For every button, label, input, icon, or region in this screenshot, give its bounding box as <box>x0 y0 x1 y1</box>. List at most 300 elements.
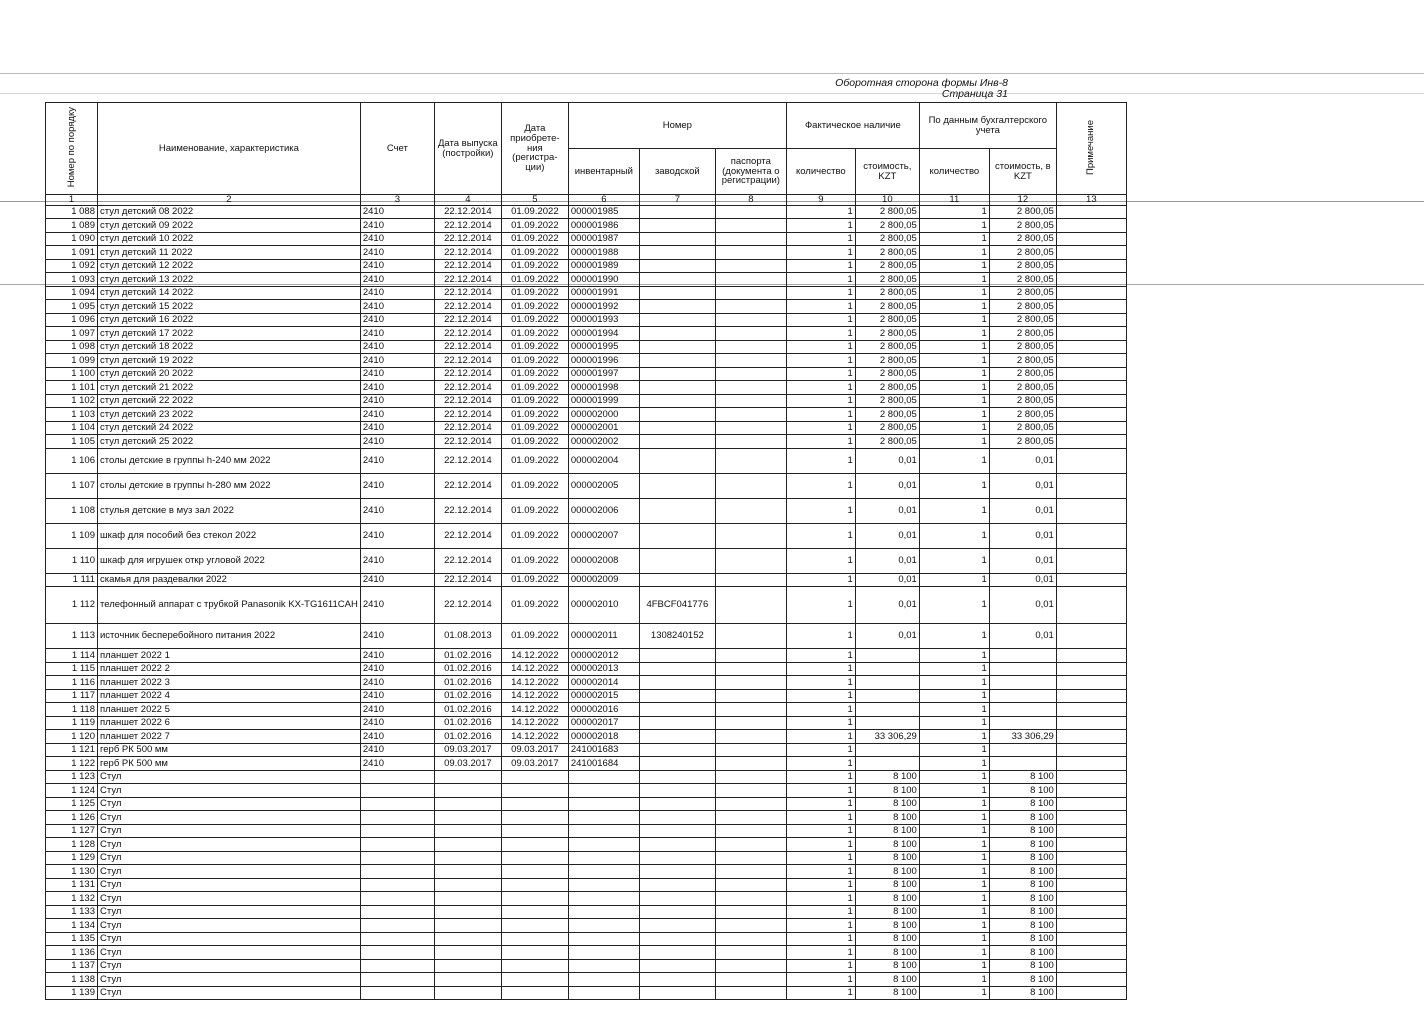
factory-number <box>639 354 715 368</box>
table-row <box>46 421 1127 435</box>
inventory-number: 241001684 <box>568 757 639 771</box>
row-number: 1 135 <box>46 932 98 946</box>
item-name: Стул <box>98 851 361 865</box>
account: 2410 <box>360 523 434 548</box>
actual-cost: 8 100 <box>855 797 919 811</box>
table-row <box>46 757 1127 771</box>
passport-number <box>715 662 786 676</box>
account: 2410 <box>360 408 434 422</box>
inventory-number <box>568 959 639 973</box>
passport-number <box>715 649 786 663</box>
col-passport-header: паспорта (документа о регистрации) <box>715 149 786 195</box>
actual-cost <box>855 743 919 757</box>
accounting-cost: 8 100 <box>989 892 1056 906</box>
acq-date: 01.09.2022 <box>501 587 568 624</box>
factory-number <box>639 878 715 892</box>
table-row <box>46 313 1127 327</box>
actual-qty: 1 <box>786 573 855 587</box>
actual-qty: 1 <box>786 851 855 865</box>
accounting-qty: 1 <box>919 246 989 260</box>
table-row <box>46 624 1127 649</box>
accounting-cost <box>989 689 1056 703</box>
row-number: 1 132 <box>46 892 98 906</box>
acq-date <box>501 878 568 892</box>
table-row <box>46 676 1127 690</box>
accounting-qty: 1 <box>919 811 989 825</box>
accounting-qty: 1 <box>919 676 989 690</box>
inventory-number <box>568 838 639 852</box>
item-name: планшет 2022 1 <box>98 649 361 663</box>
inventory-number: 241001683 <box>568 743 639 757</box>
actual-cost: 0,01 <box>855 573 919 587</box>
release-date <box>434 811 501 825</box>
note <box>1056 205 1126 219</box>
actual-qty: 1 <box>786 838 855 852</box>
accounting-cost: 8 100 <box>989 838 1056 852</box>
account: 2410 <box>360 421 434 435</box>
release-date <box>434 797 501 811</box>
row-number: 1 101 <box>46 381 98 395</box>
release-date: 22.12.2014 <box>434 394 501 408</box>
item-name: столы детские в группы h-280 мм 2022 <box>98 473 361 498</box>
note <box>1056 919 1126 933</box>
actual-qty: 1 <box>786 824 855 838</box>
inventory-number: 000001996 <box>568 354 639 368</box>
actual-cost: 8 100 <box>855 973 919 987</box>
table-row <box>46 905 1127 919</box>
factory-number <box>639 905 715 919</box>
col-accounting-group-header: По данным бухгалтерского учета <box>919 103 1056 149</box>
release-date <box>434 973 501 987</box>
accounting-qty: 1 <box>919 394 989 408</box>
actual-cost: 8 100 <box>855 932 919 946</box>
actual-qty: 1 <box>786 498 855 523</box>
acq-date: 14.12.2022 <box>501 649 568 663</box>
table-row <box>46 959 1127 973</box>
passport-number <box>715 959 786 973</box>
account: 2410 <box>360 300 434 314</box>
inventory-number: 000001986 <box>568 219 639 233</box>
actual-qty: 1 <box>786 716 855 730</box>
accounting-qty: 1 <box>919 523 989 548</box>
release-date: 22.12.2014 <box>434 246 501 260</box>
actual-cost <box>855 703 919 717</box>
row-number: 1 118 <box>46 703 98 717</box>
release-date: 01.02.2016 <box>434 716 501 730</box>
note <box>1056 743 1126 757</box>
actual-qty: 1 <box>786 649 855 663</box>
note <box>1056 865 1126 879</box>
acq-date <box>501 838 568 852</box>
passport-number <box>715 784 786 798</box>
column-number: 13 <box>1056 195 1126 206</box>
inventory-number: 000002012 <box>568 649 639 663</box>
release-date: 09.03.2017 <box>434 757 501 771</box>
row-number: 1 098 <box>46 340 98 354</box>
row-number: 1 100 <box>46 367 98 381</box>
acq-date: 01.09.2022 <box>501 327 568 341</box>
factory-number <box>639 327 715 341</box>
note <box>1056 716 1126 730</box>
accounting-cost: 2 800,05 <box>989 246 1056 260</box>
column-number: 12 <box>989 195 1056 206</box>
acq-date: 01.09.2022 <box>501 408 568 422</box>
col-name-header: Наименование, характеристика <box>98 103 361 195</box>
col-account-header: Счет <box>360 103 434 195</box>
row-number: 1 088 <box>46 205 98 219</box>
table-row <box>46 219 1127 233</box>
account: 2410 <box>360 676 434 690</box>
accounting-qty: 1 <box>919 286 989 300</box>
inventory-number: 000002007 <box>568 523 639 548</box>
note <box>1056 973 1126 987</box>
accounting-qty: 1 <box>919 770 989 784</box>
accounting-qty: 1 <box>919 448 989 473</box>
passport-number <box>715 300 786 314</box>
item-name: Стул <box>98 838 361 852</box>
acq-date <box>501 932 568 946</box>
accounting-cost <box>989 743 1056 757</box>
accounting-qty: 1 <box>919 367 989 381</box>
actual-qty: 1 <box>786 959 855 973</box>
col-release-date-header: Дата выпуска (постройки) <box>434 103 501 195</box>
actual-cost: 0,01 <box>855 523 919 548</box>
row-number: 1 133 <box>46 905 98 919</box>
accounting-qty: 1 <box>919 473 989 498</box>
account: 2410 <box>360 232 434 246</box>
note <box>1056 946 1126 960</box>
factory-number <box>639 421 715 435</box>
note <box>1056 770 1126 784</box>
acq-date: 01.09.2022 <box>501 232 568 246</box>
passport-number <box>715 811 786 825</box>
factory-number <box>639 824 715 838</box>
scan-line <box>0 73 1424 74</box>
release-date: 22.12.2014 <box>434 548 501 573</box>
item-name: планшет 2022 6 <box>98 716 361 730</box>
acq-date: 01.09.2022 <box>501 573 568 587</box>
factory-number <box>639 548 715 573</box>
actual-qty: 1 <box>786 232 855 246</box>
accounting-qty: 1 <box>919 624 989 649</box>
accounting-cost <box>989 757 1056 771</box>
accounting-cost: 0,01 <box>989 573 1056 587</box>
column-number: 8 <box>715 195 786 206</box>
table-row <box>46 919 1127 933</box>
actual-cost: 8 100 <box>855 905 919 919</box>
accounting-cost <box>989 716 1056 730</box>
account: 2410 <box>360 498 434 523</box>
passport-number <box>715 327 786 341</box>
inventory-number: 000001994 <box>568 327 639 341</box>
inventory-number: 000002000 <box>568 408 639 422</box>
release-date: 22.12.2014 <box>434 573 501 587</box>
accounting-cost <box>989 676 1056 690</box>
accounting-qty: 1 <box>919 662 989 676</box>
account <box>360 878 434 892</box>
actual-qty: 1 <box>786 878 855 892</box>
release-date: 22.12.2014 <box>434 205 501 219</box>
item-name: стул детский 12 2022 <box>98 259 361 273</box>
release-date: 01.02.2016 <box>434 649 501 663</box>
account: 2410 <box>360 273 434 287</box>
actual-cost: 8 100 <box>855 811 919 825</box>
account: 2410 <box>360 743 434 757</box>
release-date <box>434 892 501 906</box>
release-date: 22.12.2014 <box>434 286 501 300</box>
item-name: Стул <box>98 811 361 825</box>
actual-qty: 1 <box>786 587 855 624</box>
acq-date: 01.09.2022 <box>501 354 568 368</box>
factory-number <box>639 340 715 354</box>
actual-cost: 8 100 <box>855 784 919 798</box>
note <box>1056 784 1126 798</box>
table-row <box>46 703 1127 717</box>
accounting-qty: 1 <box>919 932 989 946</box>
actual-qty: 1 <box>786 784 855 798</box>
note <box>1056 408 1126 422</box>
note <box>1056 811 1126 825</box>
item-name: планшет 2022 2 <box>98 662 361 676</box>
acq-date <box>501 919 568 933</box>
actual-qty: 1 <box>786 757 855 771</box>
release-date: 22.12.2014 <box>434 435 501 449</box>
actual-cost: 2 800,05 <box>855 327 919 341</box>
passport-number <box>715 313 786 327</box>
item-name: планшет 2022 5 <box>98 703 361 717</box>
actual-qty: 1 <box>786 273 855 287</box>
inventory-number: 000002008 <box>568 548 639 573</box>
item-name: стул детский 08 2022 <box>98 205 361 219</box>
acq-date: 01.09.2022 <box>501 219 568 233</box>
passport-number <box>715 381 786 395</box>
factory-number <box>639 367 715 381</box>
factory-number <box>639 205 715 219</box>
release-date: 01.02.2016 <box>434 689 501 703</box>
acq-date: 01.09.2022 <box>501 246 568 260</box>
release-date: 22.12.2014 <box>434 259 501 273</box>
factory-number <box>639 408 715 422</box>
factory-number <box>639 689 715 703</box>
row-number: 1 137 <box>46 959 98 973</box>
row-number: 1 104 <box>46 421 98 435</box>
acq-date: 01.09.2022 <box>501 624 568 649</box>
factory-number <box>639 716 715 730</box>
factory-number <box>639 498 715 523</box>
actual-cost: 2 800,05 <box>855 300 919 314</box>
inventory-number <box>568 932 639 946</box>
passport-number <box>715 730 786 744</box>
actual-cost: 2 800,05 <box>855 205 919 219</box>
row-number: 1 092 <box>46 259 98 273</box>
release-date <box>434 851 501 865</box>
actual-cost: 2 800,05 <box>855 286 919 300</box>
actual-cost: 8 100 <box>855 838 919 852</box>
accounting-cost: 2 800,05 <box>989 300 1056 314</box>
account: 2410 <box>360 354 434 368</box>
acq-date: 01.09.2022 <box>501 273 568 287</box>
passport-number <box>715 824 786 838</box>
actual-qty: 1 <box>786 340 855 354</box>
factory-number <box>639 784 715 798</box>
account: 2410 <box>360 219 434 233</box>
factory-number <box>639 313 715 327</box>
accounting-qty: 1 <box>919 435 989 449</box>
factory-number <box>639 286 715 300</box>
table-row <box>46 354 1127 368</box>
accounting-cost: 8 100 <box>989 959 1056 973</box>
table-row <box>46 587 1127 624</box>
account <box>360 892 434 906</box>
actual-cost: 0,01 <box>855 473 919 498</box>
factory-number <box>639 797 715 811</box>
note <box>1056 662 1126 676</box>
accounting-qty: 1 <box>919 587 989 624</box>
account: 2410 <box>360 757 434 771</box>
table-row <box>46 716 1127 730</box>
accounting-qty: 1 <box>919 232 989 246</box>
row-number: 1 121 <box>46 743 98 757</box>
factory-number <box>639 703 715 717</box>
accounting-qty: 1 <box>919 259 989 273</box>
acq-date: 01.09.2022 <box>501 367 568 381</box>
row-number: 1 130 <box>46 865 98 879</box>
table-row <box>46 205 1127 219</box>
item-name: стул детский 15 2022 <box>98 300 361 314</box>
release-date <box>434 784 501 798</box>
release-date: 22.12.2014 <box>434 327 501 341</box>
account <box>360 986 434 1000</box>
row-number: 1 107 <box>46 473 98 498</box>
item-name: стул детский 21 2022 <box>98 381 361 395</box>
accounting-qty: 1 <box>919 865 989 879</box>
row-number: 1 096 <box>46 313 98 327</box>
passport-number <box>715 770 786 784</box>
release-date: 22.12.2014 <box>434 421 501 435</box>
row-number: 1 102 <box>46 394 98 408</box>
item-name: Стул <box>98 797 361 811</box>
inventory-number <box>568 878 639 892</box>
actual-cost: 8 100 <box>855 986 919 1000</box>
note <box>1056 587 1126 624</box>
col-actual-group-header: Фактическое наличие <box>786 103 919 149</box>
item-name: стул детский 14 2022 <box>98 286 361 300</box>
item-name: Стул <box>98 932 361 946</box>
inventory-number: 000002017 <box>568 716 639 730</box>
factory-number <box>639 770 715 784</box>
passport-number <box>715 394 786 408</box>
account <box>360 919 434 933</box>
inventory-number: 000001987 <box>568 232 639 246</box>
account: 2410 <box>360 624 434 649</box>
factory-number <box>639 932 715 946</box>
item-name: стул детский 24 2022 <box>98 421 361 435</box>
actual-qty: 1 <box>786 676 855 690</box>
release-date: 22.12.2014 <box>434 300 501 314</box>
release-date <box>434 905 501 919</box>
actual-qty: 1 <box>786 865 855 879</box>
row-number: 1 115 <box>46 662 98 676</box>
item-name: источник бесперебойного питания 2022 <box>98 624 361 649</box>
passport-number <box>715 523 786 548</box>
table-row <box>46 340 1127 354</box>
acq-date: 09.03.2017 <box>501 743 568 757</box>
passport-number <box>715 232 786 246</box>
note <box>1056 573 1126 587</box>
item-name: Стул <box>98 878 361 892</box>
inventory-number: 000002018 <box>568 730 639 744</box>
col-qty2-header: количество <box>919 149 989 195</box>
note <box>1056 327 1126 341</box>
row-number: 1 114 <box>46 649 98 663</box>
actual-qty: 1 <box>786 548 855 573</box>
passport-number <box>715 435 786 449</box>
factory-number <box>639 811 715 825</box>
passport-number <box>715 905 786 919</box>
note <box>1056 689 1126 703</box>
actual-qty: 1 <box>786 246 855 260</box>
col-cost-header: стоимость, KZT <box>855 149 919 195</box>
accounting-cost: 8 100 <box>989 919 1056 933</box>
accounting-qty: 1 <box>919 757 989 771</box>
acq-date <box>501 824 568 838</box>
actual-qty: 1 <box>786 797 855 811</box>
release-date <box>434 959 501 973</box>
inventory-number <box>568 973 639 987</box>
note <box>1056 757 1126 771</box>
actual-qty: 1 <box>786 421 855 435</box>
note <box>1056 286 1126 300</box>
acq-date <box>501 892 568 906</box>
table-row <box>46 408 1127 422</box>
accounting-qty: 1 <box>919 408 989 422</box>
item-name: столы детские в группы h-240 мм 2022 <box>98 448 361 473</box>
passport-number <box>715 892 786 906</box>
column-number: 2 <box>98 195 361 206</box>
accounting-cost: 0,01 <box>989 498 1056 523</box>
actual-cost: 8 100 <box>855 946 919 960</box>
actual-qty: 1 <box>786 932 855 946</box>
accounting-qty: 1 <box>919 797 989 811</box>
actual-cost: 2 800,05 <box>855 354 919 368</box>
row-number: 1 125 <box>46 797 98 811</box>
table-row <box>46 435 1127 449</box>
acq-date: 09.03.2017 <box>501 757 568 771</box>
column-number: 7 <box>639 195 715 206</box>
accounting-qty: 1 <box>919 300 989 314</box>
acq-date: 01.09.2022 <box>501 300 568 314</box>
inventory-number <box>568 797 639 811</box>
passport-number <box>715 421 786 435</box>
release-date: 22.12.2014 <box>434 587 501 624</box>
accounting-cost: 2 800,05 <box>989 408 1056 422</box>
factory-number <box>639 851 715 865</box>
accounting-qty: 1 <box>919 824 989 838</box>
table-row <box>46 523 1127 548</box>
accounting-cost <box>989 703 1056 717</box>
factory-number <box>639 523 715 548</box>
release-date: 22.12.2014 <box>434 313 501 327</box>
acq-date: 01.09.2022 <box>501 448 568 473</box>
item-name: стул детский 18 2022 <box>98 340 361 354</box>
row-number: 1 091 <box>46 246 98 260</box>
inventory-number <box>568 851 639 865</box>
actual-qty: 1 <box>786 408 855 422</box>
item-name: Стул <box>98 959 361 973</box>
actual-qty: 1 <box>786 473 855 498</box>
accounting-cost: 2 800,05 <box>989 421 1056 435</box>
inventory-number: 000002013 <box>568 662 639 676</box>
